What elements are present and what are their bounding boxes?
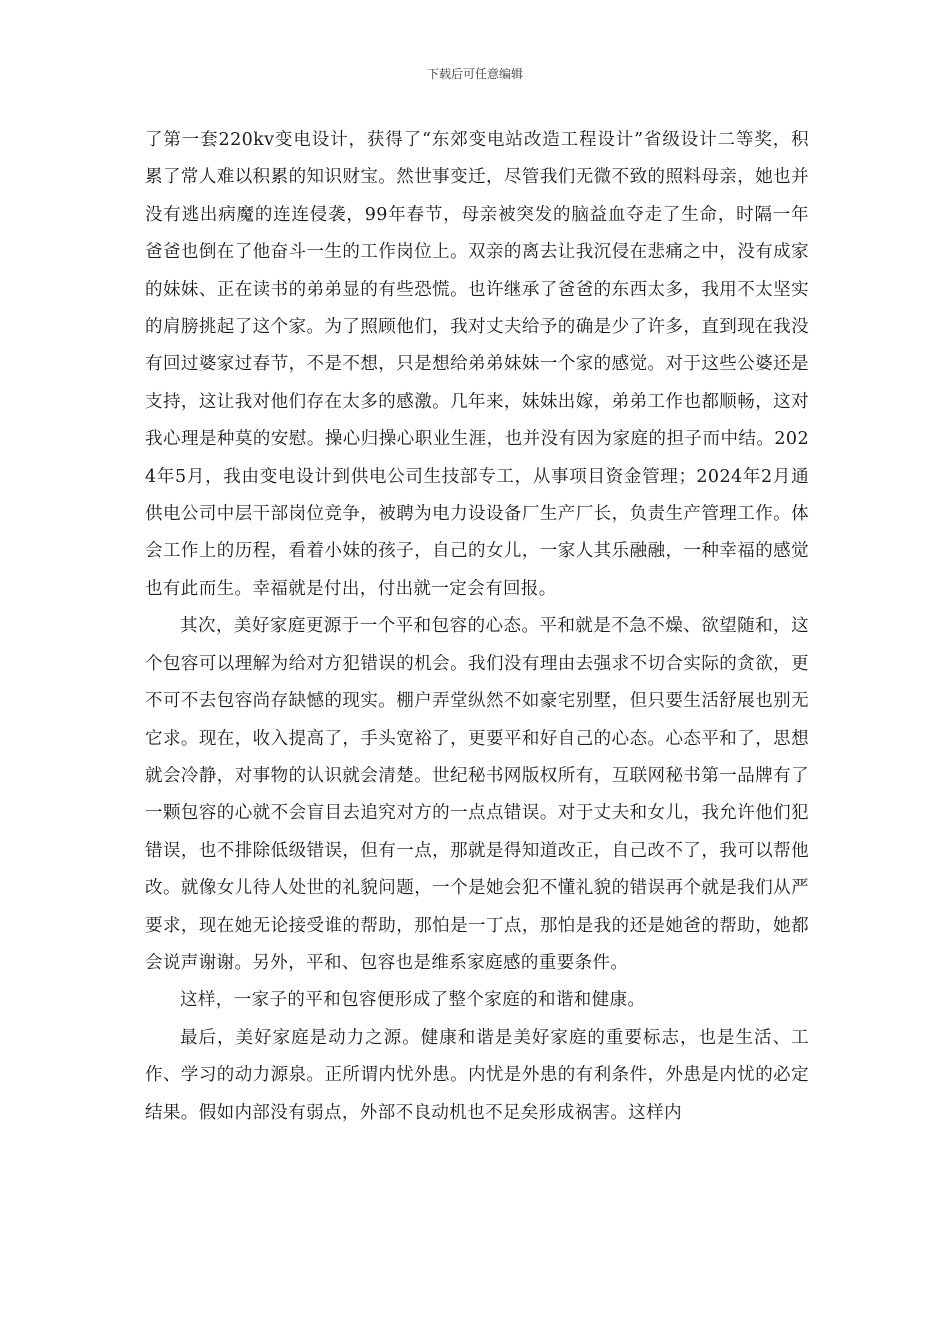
paragraph: 最后，美好家庭是动力之源。健康和谐是美好家庭的重要标志，也是生活、工作、学习的动力源泉。正所谓内忧外患。内忧是外患的有利条件，外患是内忧的必定结果。假如内部没有弱点，外部不良动机也不足矣形成祸害。这样内: [145, 1027, 809, 1123]
page-header: 下载后可任意编辑: [426, 67, 523, 81]
document-body: [145, 122, 809, 1132]
paragraph: 其次，美好家庭更源于一个平和包容的心态。平和就是不急不燥、欲望随和，这个包容可以理解为给对方犯错误的机会。我们没有理由去强求不切合实际的贪欲，更不可不去包容尚存缺憾的现实。棚户弄堂纵然不如豪宅别墅，但只要生活舒展也别无它求。现在，收入提高了，手头宽裕了，更要平和好自己的心态。心态平和了，思想就会冷静，对事物的认识就会清楚。世纪秘书网版权所有，互联网秘书第一品牌有了一颗包容的心就不会盲目去追究对方的一点点错误。对于丈夫和女儿，我允许他们犯错误，也不排除低级错误，但有一点，那就是得知道改正，自己改不了，我可以帮他改。就像女儿待人处世的礼貌问题，一个是她会犯不懂礼貌的错误再个就是我们从严要求，现在她无论接受谁的帮助，那怕是一丁点，那怕是我的还是她爸的帮助，她都会说声谢谢。另外，平和、包容也是维系家庭感的重要条件。: [145, 616, 809, 973]
paragraph: 这样，一家子的平和包容便形成了整个家庭的和谐和健康。: [180, 990, 646, 1011]
paragraph: 了第一套220kv变电设计，获得了“东郊变电站改造工程设计”省级设计二等奖，积累了常人难以积累的知识财宝。然世事变迁，尽管我们无微不致的照料母亲，她也并没有逃出病魔的连连侵袭，99年春节，母亲被突发的脑益血夺走了生命，时隔一年爸爸也倒在了他奋斗一生的工作岗位上。双亲的离去让我沉侵在悲痛之中，没有成家的妹妹、正在读书的弟弟显的有些恐慌。也许继承了爸爸的东西太多，我用不太坚实的肩膀挑起了这个家。为了照顾他们，我对丈夫给予的确是少了许多，直到现在我没有回过婆家过春节，不是不想，只是想给弟弟妹妹一个家的感觉。对于这些公婆还是支持，这让我对他们存在太多的感激。几年来，妹妹出嫁，弟弟工作也都顺畅，这对我心理是种莫的安慰。操心归操心职业生涯，也并没有因为家庭的担子而中结。2024年5月，我由变电设计到供电公司生技部专工，从事项目资金管理；2024年2月通供电公司中层干部岗位竞争，被聘为电力设设备厂生产厂长，负责生产管理工作。体会工作上的历程，看着小妹的孩子，自己的女儿，一家人其乐融融，一种幸福的感觉也有此而生。幸福就是付出，付出就一定会有回报。: [145, 130, 809, 599]
